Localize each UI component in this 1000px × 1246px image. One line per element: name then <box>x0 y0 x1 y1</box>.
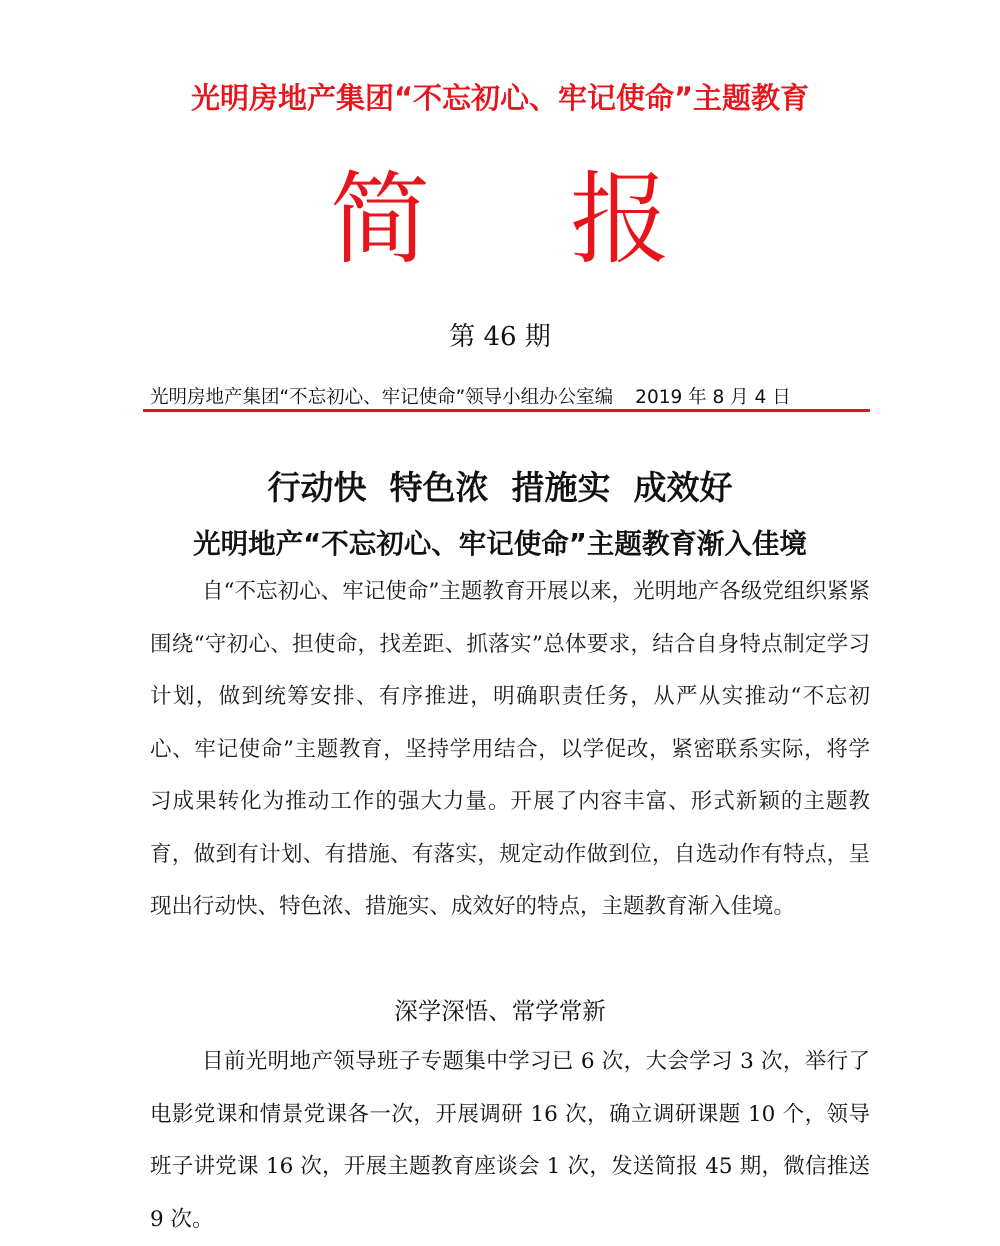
masthead-char-bao: 报 <box>570 161 670 278</box>
editor-name: 光明房地产集团“不忘初心、牢记使命”领导小组办公室编 <box>150 387 614 408</box>
section-title: 深学深悟、常学常新 <box>394 997 606 1025</box>
article-subheadline: 光明地产“不忘初心、牢记使命”主题教育渐入佳境 <box>193 528 807 560</box>
red-divider <box>143 409 870 412</box>
issue-number: 第 46 期 <box>449 322 551 352</box>
article-paragraph-1: 自“不忘初心、牢记使命”主题教育开展以来，光明地产各级党组织紧紧围绕“守初心、担使命，找差距、抓落实”总体要求，结合自身特点制定学习计划，做到统筹安排、有序推进，明确职责任务，从严从实推动“不忘初心、牢记使命”主题教育，坚持学用结合，以学促改，紧密联系实际，将学习成果转化为推动工作的强大力量。开展了内容丰富、形式新颖的主题教育，做到有计划、有措施、有落实，规定动作做到位，自选动作有特点，呈现出行动快、特色浓、措施实、成效好的特点，主题教育渐入佳境。 <box>150 579 870 919</box>
editor-line <box>150 383 868 409</box>
issue-date: 2019 年 8 月 4 日 <box>635 387 791 408</box>
article-headline: 行动快 特色浓 措施实 成效好 <box>267 468 733 507</box>
org-title: 光明房地产集团“不忘初心、牢记使命”主题教育 <box>190 81 810 115</box>
masthead <box>0 160 1000 280</box>
masthead-char-jian: 简 <box>330 161 430 278</box>
article-paragraph-2: 目前光明地产领导班子专题集中学习已 6 次，大会学习 3 次，举行了电影党课和情景党课各一次，开展调研 16 次，确立调研课题 10 个，领导班子讲党课 16 次，开展主题教育座谈会 1 次，发送简报 45 期，微信推送 9 次。 <box>150 1049 870 1232</box>
